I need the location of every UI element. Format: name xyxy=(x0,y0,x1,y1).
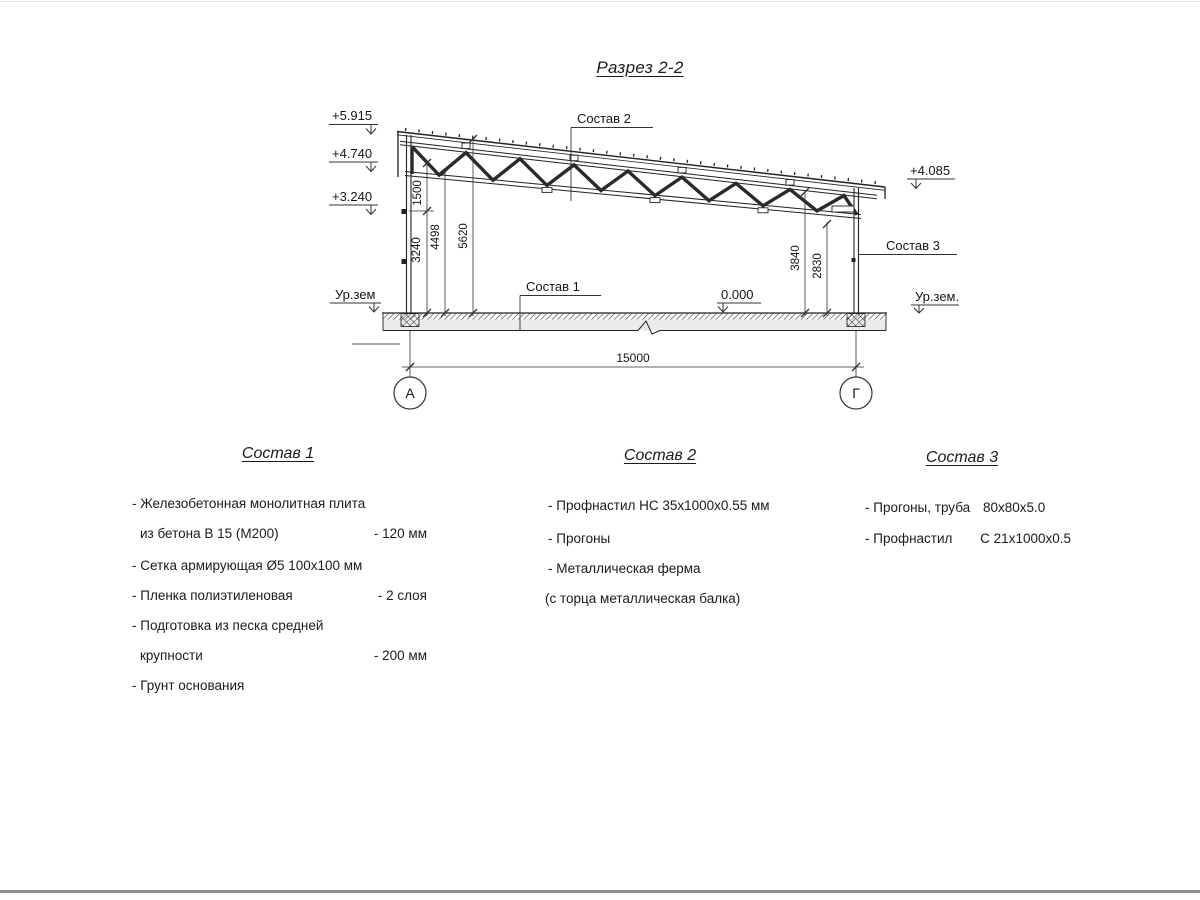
svg-text:+5.915: +5.915 xyxy=(332,108,373,123)
foundation-left xyxy=(401,314,419,327)
foundation-right xyxy=(847,314,865,327)
dim-5620: 5620 xyxy=(458,223,470,249)
floor-slab xyxy=(382,313,887,334)
roof-seam-ticks xyxy=(405,129,884,183)
svg-text:+4.740: +4.740 xyxy=(332,146,373,161)
composition-list-3 xyxy=(853,448,1071,546)
list-item: - Профнастил С 21х1000х0.5 xyxy=(865,531,1071,546)
list-item: - Грунт основания xyxy=(132,678,245,693)
list-heading: Состав 3 xyxy=(925,449,999,466)
list-item: - Сетка армирующая Ø5 100х100 мм xyxy=(132,558,363,573)
truss-support-right xyxy=(832,206,854,212)
column-left xyxy=(402,135,412,313)
dim-span: 15000 xyxy=(616,351,650,365)
composition-list-1 xyxy=(129,444,427,693)
dims-left xyxy=(409,135,477,317)
svg-text:Ур.зем: Ур.зем xyxy=(335,287,376,302)
dim-3240: 3240 xyxy=(411,237,423,263)
svg-text:Состав 3: Состав 3 xyxy=(886,238,940,253)
list-item: - Подготовка из песка средней крупности - 200 мм xyxy=(132,618,427,663)
dim-4498: 4498 xyxy=(430,224,442,250)
axis-label-g: Г xyxy=(852,385,860,401)
roof-truss xyxy=(397,129,885,218)
dim-2830: 2830 xyxy=(812,253,824,279)
page-bottom-border xyxy=(0,890,1200,893)
ground-level-left xyxy=(330,287,381,312)
list-item: - Металлическая ферма (с торца металлическая балка) xyxy=(545,561,741,606)
elev-3240 xyxy=(329,189,378,215)
svg-text:Состав 1: Состав 1 xyxy=(526,279,580,294)
svg-text:+3.240: +3.240 xyxy=(332,189,373,204)
purlins xyxy=(462,143,854,213)
elev-4085 xyxy=(907,163,955,189)
svg-text:0.000: 0.000 xyxy=(721,287,754,302)
composition-list-2 xyxy=(530,446,790,606)
list-item: - Профнастил НС 35х1000х0.55 мм xyxy=(548,498,770,513)
zero-level xyxy=(717,287,761,312)
elevation-marks xyxy=(329,108,959,313)
svg-text:Ур.зем.: Ур.зем. xyxy=(915,289,960,304)
list-item: - Железобетонная монолитная плита из бетона В 15 (М200) - 120 мм xyxy=(132,496,427,541)
ground-level-right xyxy=(911,289,959,313)
dim-3840: 3840 xyxy=(790,245,802,271)
list-heading: Состав 1 xyxy=(241,445,315,462)
leader-sostav-3 xyxy=(859,238,958,255)
list-heading: Состав 2 xyxy=(623,447,697,464)
elev-4740 xyxy=(329,146,378,172)
elev-5915 xyxy=(329,108,378,134)
svg-text:+4.085: +4.085 xyxy=(910,163,951,178)
span-dimension xyxy=(352,331,872,409)
dim-1500: 1500 xyxy=(412,180,424,206)
axis-label-a: А xyxy=(405,385,415,401)
list-item: - Прогоны, труба 80х80х5.0 xyxy=(865,500,1046,515)
list-item: - Прогоны xyxy=(548,531,611,546)
drawing-title: Разрез 2-2 xyxy=(596,58,684,77)
list-item: - Пленка полиэтиленовая - 2 слоя xyxy=(132,588,427,603)
svg-text:Состав 2: Состав 2 xyxy=(577,111,631,126)
